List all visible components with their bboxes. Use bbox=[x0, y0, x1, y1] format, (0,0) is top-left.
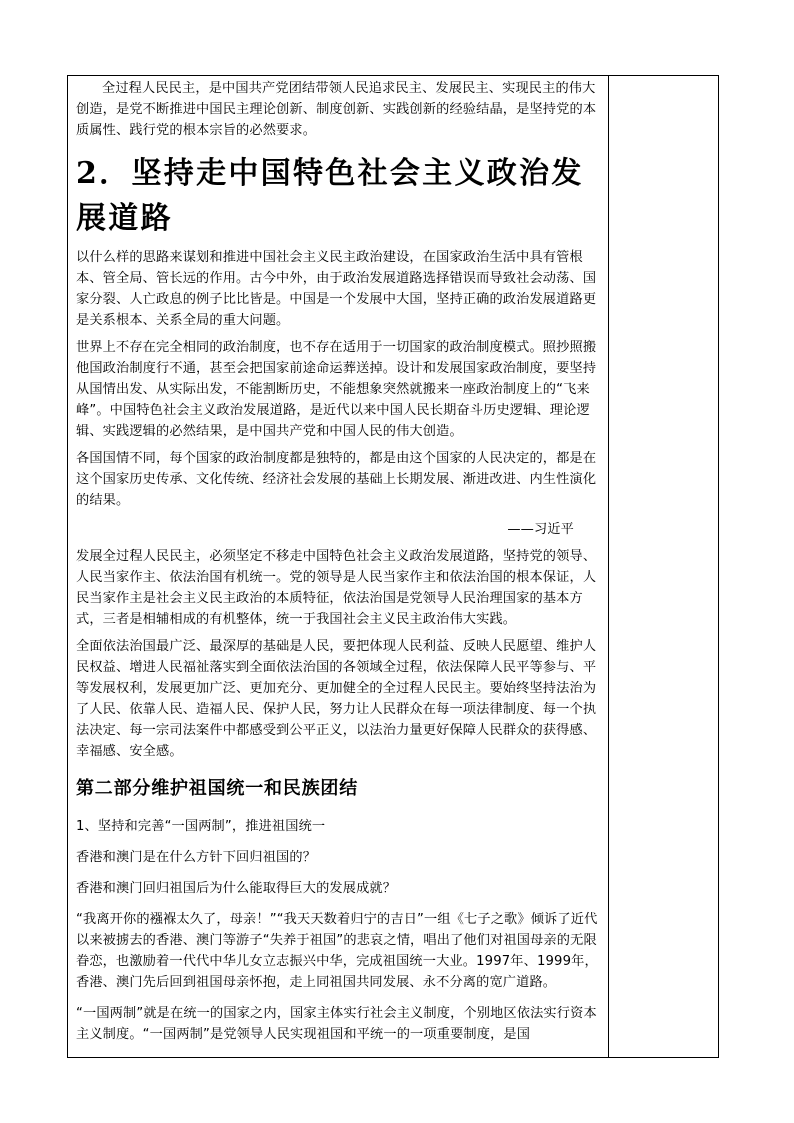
paragraph-6: “我离开你的襁褓太久了，母亲！”“我天天数着归宁的吉日”一组《七子之歌》倾诉了近代以来被掳去的香港、澳门等游子“失养于祖国”的悲哀之情，唱出了他们对祖国母亲的无限眷恋，也激励着一代代中华儿女立志振兴中华，完成祖国统一大业。1997年、1999年，香港、澳门先后回到祖国母亲怀抱，走上同祖国共同发展、永不分离的宽广道路。 bbox=[76, 912, 598, 990]
paragraph-5: 全面依法治国最广泛、最深厚的基础是人民，要把体现人民利益、反映人民愿望、维护人民权益、增进人民福祉落实到全面依法治国的各领域全过程，依法保障人民平等参与、平等发展权利，发展更加广泛、更加充分、更加健全的全过程人民民主。要始终坚持法治为了人民、依靠人民、造福人民、保护人民，努力让人民群众在每一项法律制度、每一个执法决定、每一宗司法案件中都感受到公平正义，以法治力量更好保障人民群众的获得感、幸福感、安全感。 bbox=[76, 639, 597, 759]
quote-signature: ——习近平 bbox=[507, 522, 574, 537]
column-divider bbox=[608, 75, 609, 1058]
main-content-cell bbox=[76, 78, 604, 1045]
intro-paragraph: 全过程人民民主，是中国共产党团结带领人民追求民主、发展民主、实现民主的伟大创造，是党不断推进中国民主理论创新、制度创新、实践创新的经验结晶，是坚持党的本质属性、践行党的根本宗旨的必然要求。 bbox=[76, 81, 597, 138]
paragraph-7: “一国两制”就是在统一的国家之内，国家主体实行社会主义制度，个别地区依法实行资本主义制度。“一国两制”是党领导人民实现祖国和平统一的一项重要制度，是国 bbox=[76, 1006, 597, 1042]
question-2: 香港和澳门回归祖国后为什么能取得巨大的发展成就？ bbox=[76, 881, 397, 896]
paragraph-4: 发展全过程人民民主，必须坚定不移走中国特色社会主义政治发展道路，坚持党的领导、人民当家作主、依法治国有机统一。党的领导是人民当家作主和依法治国的根本保证，人民当家作主是社会主义民主政治的本质特征，依法治国是党领导人民治理国家的基本方式，三者是相辅相成的有机整体，统一于我国社会主义民主政治伟大实践。 bbox=[76, 549, 597, 627]
question-1: 香港和澳门是在什么方针下回归祖国的？ bbox=[76, 850, 317, 865]
paragraph-1: 以什么样的思路来谋划和推进中国社会主义民主政治建设，在国家政治生活中具有管根本、管全局、管长远的作用。古今中外，由于政治发展道路选择错误而导致社会动荡、国家分裂、人亡政息的例子比比皆是。中国是一个发展中大国，坚持正确的政治发展道路更是关系根本、关系全局的重大问题。 bbox=[76, 250, 597, 328]
paragraph-2: 世界上不存在完全相同的政治制度，也不存在适用于一切国家的政治制度模式。照抄照搬他国政治制度行不通，甚至会把国家前途命运葬送掉。设计和发展国家政治制度，要坚持从国情出发、从实际出发，不能割断历史，不能想象突然就搬来一座政治制度上的“飞来峰”。中国特色社会主义政治发展道路，是近代以来中国人民长期奋斗历史逻辑、理论逻辑、实践逻辑的必然结果，是中国共产党和中国人民的伟大创造。 bbox=[76, 340, 597, 439]
section-heading-2: 2．坚持走中国特色社会主义政治发展道路 bbox=[76, 156, 584, 236]
item-1: 1、坚持和完善“一国两制”，推进祖国统一 bbox=[76, 819, 326, 834]
quote-paragraph: 各国国情不同，每个国家的政治制度都是独特的，都是由这个国家的人民决定的，都是在这个国家历史传承、文化传统、经济社会发展的基础上长期发展、渐进改进、内生性演化的结果。 bbox=[76, 451, 597, 508]
part-two-heading: 第二部分维护祖国统一和民族团结 bbox=[76, 778, 358, 799]
